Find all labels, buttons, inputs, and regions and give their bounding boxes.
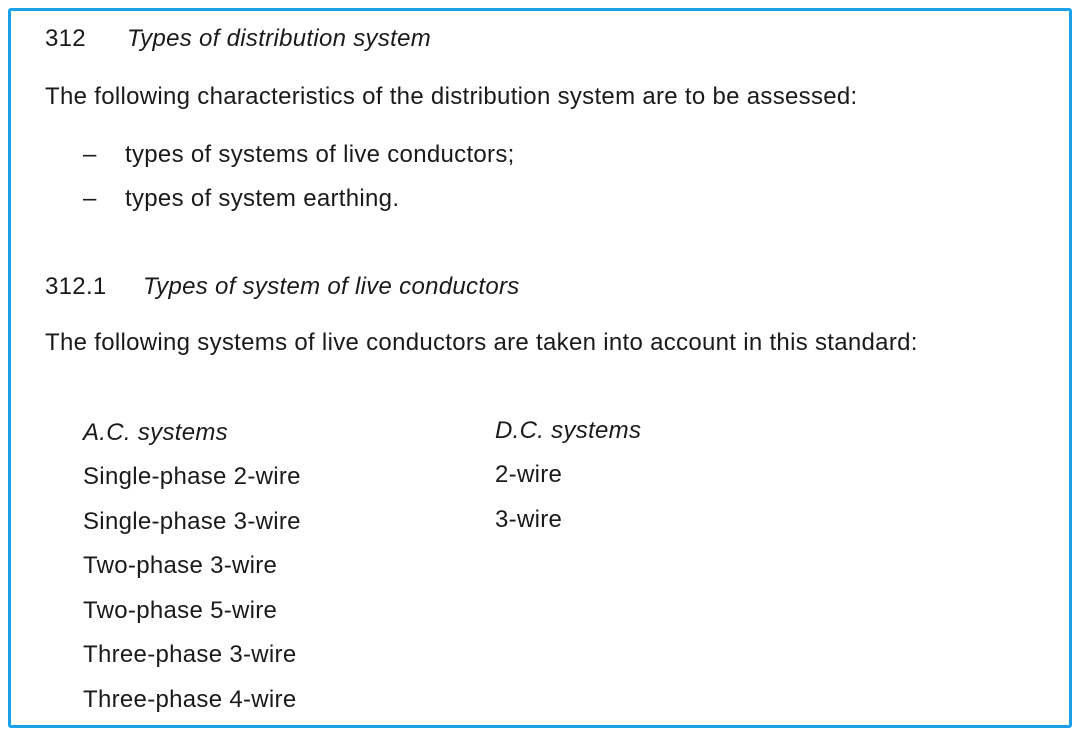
subsection-title: Types of system of live conductors [143,273,520,300]
section-intro: The following characteristics of the distribution system are to be assessed: [45,83,858,110]
dc-column-heading: D.C. systems [495,417,642,444]
section-heading [45,25,86,53]
document-page [8,8,1072,728]
ac-system-item: Single-phase 3-wire [83,508,301,535]
section-title: Types of distribution system [127,25,432,52]
ac-system-item: Two-phase 5-wire [83,597,278,624]
bullet-marker: – [83,141,97,168]
ac-column-heading: A.C. systems [83,419,228,446]
bullet-item: types of system earthing. [125,185,400,212]
bullet-item: types of systems of live conductors; [125,141,515,168]
dc-system-item: 3-wire [495,506,563,533]
section-number: 312 [45,25,86,52]
ac-system-item: Three-phase 4-wire [83,686,297,713]
ac-system-item: Two-phase 3-wire [83,552,278,579]
subsection-intro: The following systems of live conductors are taken into account in this standard: [45,329,918,356]
bullet-marker: – [83,185,97,212]
ac-system-item: Three-phase 3-wire [83,641,297,668]
subsection-number: 312.1 [45,273,107,300]
dc-system-item: 2-wire [495,461,563,488]
ac-system-item: Single-phase 2-wire [83,463,301,490]
